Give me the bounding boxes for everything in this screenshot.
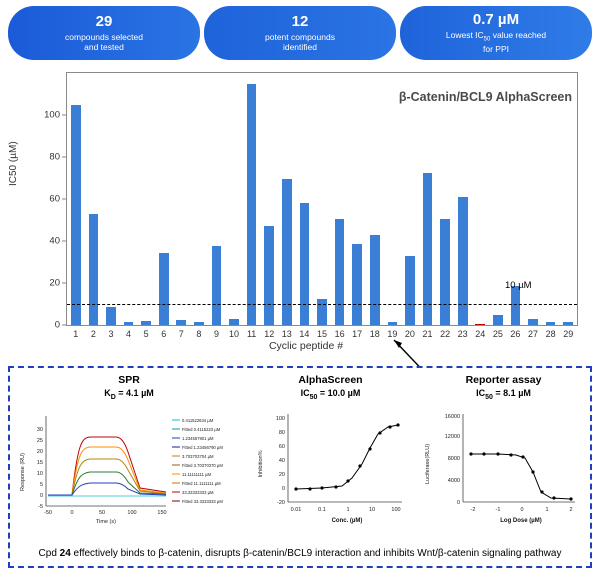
bar-15	[317, 299, 327, 325]
x-tick-label: 20	[404, 329, 415, 339]
svg-text:100: 100	[127, 510, 137, 516]
x-tick-label: 26	[510, 329, 521, 339]
x-tick-label: 2	[90, 329, 96, 339]
banner-label: potent compounds identified	[265, 32, 335, 52]
ic50-bar-chart	[8, 66, 586, 352]
svg-text:0: 0	[456, 500, 460, 506]
x-tick-label: 7	[178, 329, 184, 339]
banner-label: compounds selected and tested	[65, 32, 143, 52]
bar-26	[511, 286, 521, 325]
bar-18	[370, 235, 380, 325]
svg-text:20: 20	[36, 449, 43, 455]
svg-text:50: 50	[98, 510, 106, 516]
threshold-line	[67, 304, 577, 305]
svg-text:Inhibition%: Inhibition%	[258, 450, 264, 478]
x-tick-label: 8	[196, 329, 202, 339]
bar-28	[546, 322, 556, 325]
x-axis-label: Cyclic peptide #	[268, 340, 344, 352]
x-tick-label: 5	[143, 329, 149, 339]
banner-value: 0.7 µM	[472, 10, 520, 28]
svg-text:40: 40	[278, 458, 285, 464]
svg-text:150: 150	[157, 510, 167, 516]
x-tick-label: 1	[73, 329, 79, 339]
svg-text:100: 100	[391, 507, 401, 513]
bar-27	[528, 319, 538, 325]
x-tick-label: 19	[387, 329, 398, 339]
banner-cell-compounds-tested	[8, 6, 200, 60]
bar-17	[352, 244, 362, 325]
svg-text:2: 2	[569, 507, 573, 513]
bar-6	[159, 253, 169, 325]
x-tick-label: 27	[528, 329, 539, 339]
x-tick-label: 14	[299, 329, 310, 339]
caption-text: effectively binds to β-catenin, disrupts β-catenin/BCL9 interaction and inhibits Wnt/β-catenin signaling pathway	[70, 548, 562, 559]
y-tick-label: 40	[49, 235, 60, 247]
svg-text:-2: -2	[470, 507, 476, 513]
svg-text:5: 5	[39, 482, 43, 488]
svg-text:1: 1	[545, 507, 549, 513]
bar-29	[563, 322, 573, 325]
bar-22	[440, 219, 450, 325]
validation-panel	[8, 366, 592, 568]
bar-8	[194, 322, 204, 325]
svg-text:100: 100	[275, 416, 285, 422]
svg-text:8000: 8000	[447, 456, 460, 462]
svg-text:0: 0	[70, 510, 74, 516]
subpanel-row	[14, 372, 590, 532]
x-tick-label: 23	[457, 329, 468, 339]
bar-12	[264, 226, 274, 325]
y-tick-label: 80	[49, 151, 60, 163]
bar-4	[124, 322, 134, 325]
svg-text:0.1: 0.1	[318, 507, 326, 513]
svg-text:Fitted 11.1111111 µM: Fitted 11.1111111 µM	[182, 481, 221, 486]
caption-compound-number: 24	[59, 548, 71, 559]
svg-text:Fitted 33.3333333 µM: Fitted 33.3333333 µM	[182, 499, 223, 504]
bar-5	[141, 321, 151, 325]
bar-7	[176, 320, 186, 325]
x-tick-label: 21	[422, 329, 433, 339]
x-tick-label: 25	[492, 329, 503, 339]
svg-text:Luciferase(RLU): Luciferase(RLU)	[425, 443, 431, 485]
x-tick-label: 18	[369, 329, 380, 339]
threshold-label: 10 µM	[505, 280, 532, 291]
svg-text:0: 0	[39, 493, 43, 499]
y-axis-ticks	[26, 66, 66, 331]
svg-text:30: 30	[36, 427, 43, 433]
svg-text:-20: -20	[277, 500, 285, 506]
x-tick-label: 6	[161, 329, 167, 339]
banner-value: 12	[291, 13, 309, 30]
subpanel-spr	[14, 372, 244, 532]
alphascreen-dose-response	[252, 402, 417, 528]
svg-text:Response (RU): Response (RU)	[20, 453, 26, 491]
svg-text:20: 20	[278, 472, 285, 478]
alphascreen-title: AlphaScreen	[298, 374, 363, 386]
svg-text:-50: -50	[44, 510, 52, 516]
x-tick-label: 15	[316, 329, 328, 339]
bar-19	[388, 322, 398, 325]
x-tick-label: 29	[563, 329, 574, 339]
x-tick-label: 3	[108, 329, 114, 339]
svg-text:12000: 12000	[444, 434, 460, 440]
svg-text:Fitted 0.4115223 µM: Fitted 0.4115223 µM	[182, 427, 221, 432]
svg-text:Log Dose (µM): Log Dose (µM)	[500, 518, 542, 524]
y-tick-label: 100	[44, 109, 60, 121]
subpanel-reporter-assay	[417, 372, 590, 532]
figure-caption: Cpd 24 effectively binds to β-catenin, disrupts β-catenin/BCL9 interaction and inhibits Wnt/β-catenin signaling pathway	[38, 548, 562, 559]
svg-text:10: 10	[368, 507, 376, 513]
bar-10	[229, 319, 239, 325]
x-tick-label: 12	[264, 329, 275, 339]
bar-9	[212, 246, 222, 325]
spr-title: SPR	[118, 374, 140, 386]
svg-text:Fitted 3.70370370 µM: Fitted 3.70370370 µM	[182, 463, 223, 468]
subpanel-alphascreen	[244, 372, 417, 532]
svg-text:0.01: 0.01	[290, 507, 302, 513]
x-tick-label: 24	[475, 329, 486, 339]
reporter-dose-response	[421, 402, 589, 528]
x-tick-label: 13	[281, 329, 292, 339]
banner-value: 29	[95, 13, 113, 30]
reporter-title: Reporter assay	[465, 374, 542, 386]
svg-text:60: 60	[278, 444, 285, 450]
banner-cell-potent-compounds	[204, 6, 396, 60]
bar-14	[300, 203, 310, 325]
svg-text:0: 0	[520, 507, 524, 513]
svg-text:0: 0	[281, 486, 285, 492]
svg-text:10: 10	[36, 471, 43, 477]
svg-text:-1: -1	[495, 507, 501, 513]
x-tick-label: 11	[246, 329, 257, 339]
summary-banner	[8, 6, 592, 60]
x-tick-label: 4	[126, 329, 132, 339]
spr-sensorgram	[16, 402, 242, 528]
svg-text:1.234567901 µM: 1.234567901 µM	[182, 436, 214, 441]
bar-24	[475, 324, 485, 325]
svg-text:Time (s): Time (s)	[96, 519, 116, 525]
y-tick-label: 60	[49, 193, 60, 205]
svg-text:0.411522634 µM: 0.411522634 µM	[182, 418, 214, 423]
y-axis-label: IC50 (µM)	[8, 141, 19, 186]
chart-title: β-Catenin/BCL9 AlphaScreen	[398, 90, 572, 104]
x-tick-label: 16	[334, 329, 345, 339]
svg-text:80: 80	[278, 430, 285, 436]
x-tick-label: 22	[440, 329, 451, 339]
svg-text:33.33333333 µM: 33.33333333 µM	[182, 490, 214, 495]
bar-2	[89, 214, 99, 325]
alphascreen-metric: $IC_{50} = 10.0$ µM	[300, 388, 361, 401]
bar-11	[247, 84, 257, 326]
bar-16	[335, 219, 345, 325]
svg-text:Fitted 1.23456790 µM: Fitted 1.23456790 µM	[182, 445, 223, 450]
spr-metric: $K_D = 4.1$ µM	[104, 388, 154, 401]
bar-1	[71, 105, 81, 326]
bar-21	[423, 173, 433, 325]
svg-text:-5: -5	[38, 504, 43, 510]
x-tick-label: 9	[213, 329, 219, 339]
bar-3	[106, 307, 116, 325]
svg-text:3.703703704 µM: 3.703703704 µM	[182, 454, 214, 459]
x-tick-label: 17	[352, 329, 363, 339]
x-tick-label: 10	[229, 329, 240, 339]
reporter-metric: $IC_{50} = 8.1$ µM	[476, 388, 531, 401]
svg-text:1: 1	[346, 507, 350, 513]
svg-text:15: 15	[36, 460, 43, 466]
svg-text:Conc. (µM): Conc. (µM)	[331, 518, 363, 524]
banner-label: Lowest $IC_{50}$ value reached for PPI	[445, 29, 547, 55]
svg-text:11.11111111 µM: 11.11111111 µM	[182, 472, 212, 477]
banner-cell-lowest-ic50	[400, 6, 592, 60]
x-axis-ticks	[67, 327, 577, 341]
svg-text:16000: 16000	[444, 414, 460, 420]
bar-23	[458, 197, 468, 325]
svg-text:4000: 4000	[447, 478, 460, 484]
y-tick-label: 20	[49, 277, 60, 289]
x-tick-label: 28	[545, 329, 556, 339]
bar-20	[405, 256, 415, 325]
bar-series	[67, 73, 577, 325]
svg-text:25: 25	[36, 438, 43, 444]
y-tick-label: 0	[54, 319, 60, 331]
bar-25	[493, 315, 503, 326]
